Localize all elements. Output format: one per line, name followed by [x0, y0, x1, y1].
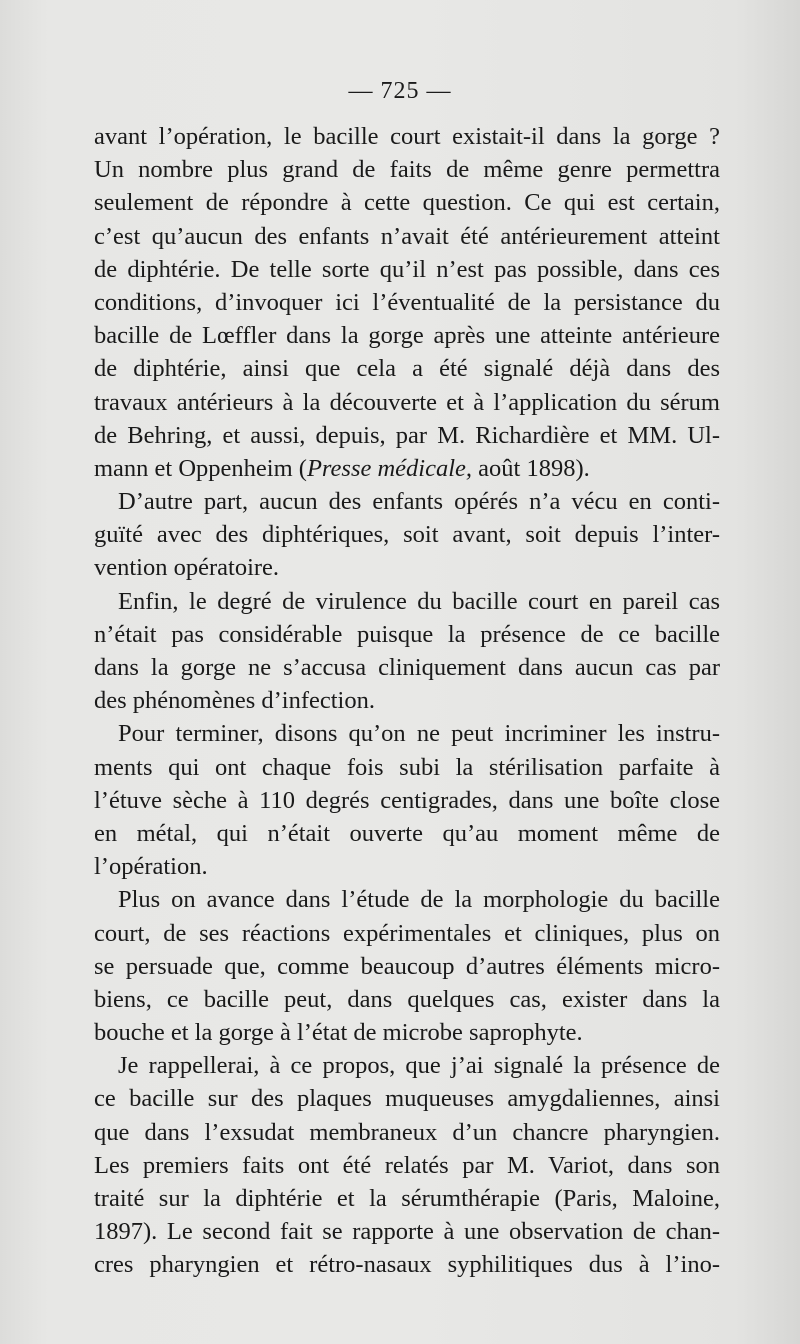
text-line: bacille de Lœffler dans la gorge après une atteinte antérieure	[94, 322, 720, 350]
text-line: biens, ce bacille peut, dans quelques cas, exister dans la	[94, 985, 720, 1013]
text-line: cres pharyngien et rétro-nasaux syphilitiques dus à l’ino-	[94, 1251, 720, 1279]
text-run: mann et Oppenheim (	[94, 454, 307, 482]
text-line: bouche et la gorge à l’état de microbe saprophyte.	[94, 1019, 583, 1047]
text-line: seulement de répondre à cette question. Ce qui est certain,	[94, 189, 720, 217]
text-line: de diphtérie. De telle sorte qu’il n’est pas possible, dans ces	[94, 255, 720, 283]
text-line: traité sur la diphtérie et la sérumthérapie (Paris, Maloine,	[94, 1185, 720, 1212]
text-line: conditions, d’invoquer ici l’éventualité de la persistance du	[94, 288, 720, 316]
text-line: Je rappellerai, à ce propos, que j’ai signalé la présence de	[118, 1052, 720, 1080]
text-line: court, de ses réactions expérimentales et cliniques, plus on	[94, 919, 720, 947]
text-line: que dans l’exsudat membraneux d’un chancre pharyngien.	[94, 1118, 720, 1146]
text-line: Un nombre plus grand de faits de même genre permettra	[94, 156, 720, 184]
page-number: — 725 —	[348, 78, 452, 104]
journal-title: Presse médicale,	[306, 454, 473, 482]
text-line: avant l’opération, le bacille court existait-il dans la gorge ?	[94, 123, 720, 150]
text-line: dans la gorge ne s’accusa cliniquement dans aucun cas par	[94, 654, 720, 681]
paragraph-4	[94, 717, 720, 883]
text-line: des phénomènes d’infection.	[94, 687, 375, 715]
text-line: ce bacille sur des plaques muqueuses amygdaliennes, ainsi	[94, 1085, 720, 1113]
paragraph-6	[94, 1049, 720, 1281]
text-line: Les premiers faits ont été relatés par M. Variot, dans son	[94, 1151, 720, 1179]
paragraph-2	[94, 485, 720, 585]
text-line: travaux antérieurs à la découverte et à l’application du sérum	[94, 388, 720, 416]
text-line: l’opération.	[94, 853, 208, 881]
text-line: guïté avec des diphtériques, soit avant, soit depuis l’inter-	[94, 521, 720, 549]
text-line: 1897). Le second fait se rapporte à une observation de chan-	[94, 1218, 720, 1246]
text-line: de Behring, et aussi, depuis, par M. Richardière et MM. Ul-	[94, 421, 720, 449]
text-line: ments qui ont chaque fois subi la stérilisation parfaite à	[94, 753, 720, 781]
body-text	[94, 120, 720, 1282]
text-line: de diphtérie, ainsi que cela a été signalé déjà dans des	[94, 355, 720, 383]
text-line: n’était pas considérable puisque la présence de ce bacille	[94, 620, 720, 648]
text-line	[94, 452, 720, 485]
text-line: D’autre part, aucun des enfants opérés n’a vécu en conti-	[118, 488, 720, 516]
text-line: Enfin, le degré de virulence du bacille court en pareil cas	[118, 587, 720, 615]
text-line: Plus on avance dans l’étude de la morphologie du bacille	[118, 886, 720, 914]
text-line: vention opératoire.	[94, 554, 280, 582]
text-line: se persuade que, comme beaucoup d’autres éléments micro-	[94, 952, 720, 980]
text-line: en métal, qui n’était ouverte qu’au moment même de	[94, 819, 720, 847]
text-line: Pour terminer, disons qu’on ne peut incriminer les instru-	[118, 720, 720, 748]
paragraph-5	[94, 883, 720, 1049]
paragraph-3	[94, 585, 720, 718]
paragraph-1	[94, 120, 720, 485]
text-line: l’étuve sèche à 110 degrés centigrades, dans une boîte close	[94, 786, 720, 814]
text-run: août 1898).	[472, 454, 590, 482]
text-line: c’est qu’aucun des enfants n’avait été antérieurement atteint	[94, 222, 720, 250]
